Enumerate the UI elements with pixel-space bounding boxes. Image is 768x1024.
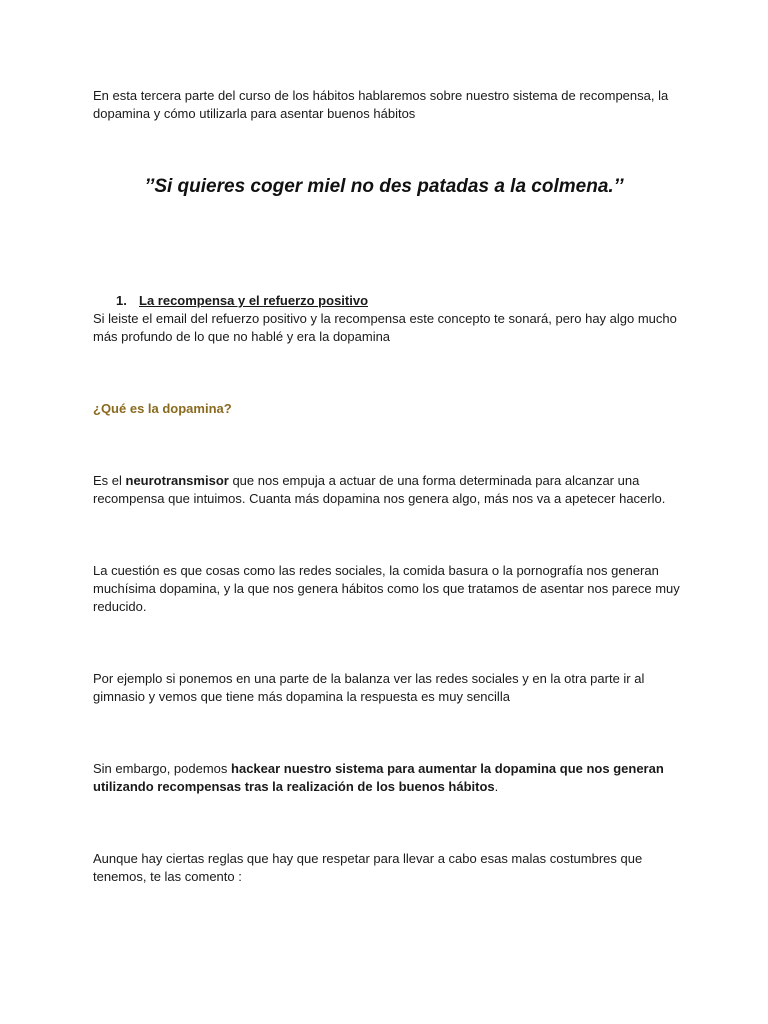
definition-post: que nos empuja a actuar de una forma determinada para alcanzar una recompensa que intuimos. Cuanta más dopamina nos genera algo, más nos va a apetecer hacerlo. (93, 473, 666, 506)
intro-paragraph: En esta tercera parte del curso de los hábitos hablaremos sobre nuestro sistema de recompensa, la dopamina y cómo utilizarla para asentar buenos hábitos (93, 88, 669, 121)
example-paragraph: Por ejemplo si ponemos en una parte de la balanza ver las redes sociales y en la otra parte ir al gimnasio y vemos que tiene más dopamina la respuesta es muy sencilla (93, 671, 645, 704)
hack-pre: Sin embargo, podemos (93, 761, 232, 776)
section-1-body: Si leiste el email del refuerzo positivo y la recompensa este concepto te sonará, pero hay algo mucho más profundo de lo que no hablé y era la dopamina (93, 311, 677, 344)
section-1-heading (116, 292, 368, 310)
section-1-number: 1. (116, 293, 127, 308)
quote: ’’Si quieres coger miel no des patadas a la colmena.’’ (144, 176, 624, 197)
hack-post: . (494, 779, 499, 794)
hack-bold: hackear nuestro sistema para aumentar la dopamina que nos generan utilizando recompensas tras la realización de los buenos hábitos (93, 761, 664, 794)
question-paragraph: La cuestión es que cosas como las redes sociales, la comida basura o la pornografía nos generan muchísima dopamina, y la que nos genera hábitos como los que tratamos de asentar nos parece muy reducido. (93, 563, 680, 614)
hack-paragraph (93, 760, 683, 796)
definition-paragraph (93, 472, 683, 508)
subheading-que-es-dopamina: ¿Qué es la dopamina? (93, 401, 232, 416)
rules-paragraph: Aunque hay ciertas reglas que hay que respetar para llevar a cabo esas malas costumbres que tenemos, te las comento : (93, 851, 643, 884)
section-1-title: La recompensa y el refuerzo positivo (139, 293, 369, 308)
definition-pre: Es el (93, 473, 126, 488)
definition-bold: neurotransmisor (125, 473, 229, 488)
